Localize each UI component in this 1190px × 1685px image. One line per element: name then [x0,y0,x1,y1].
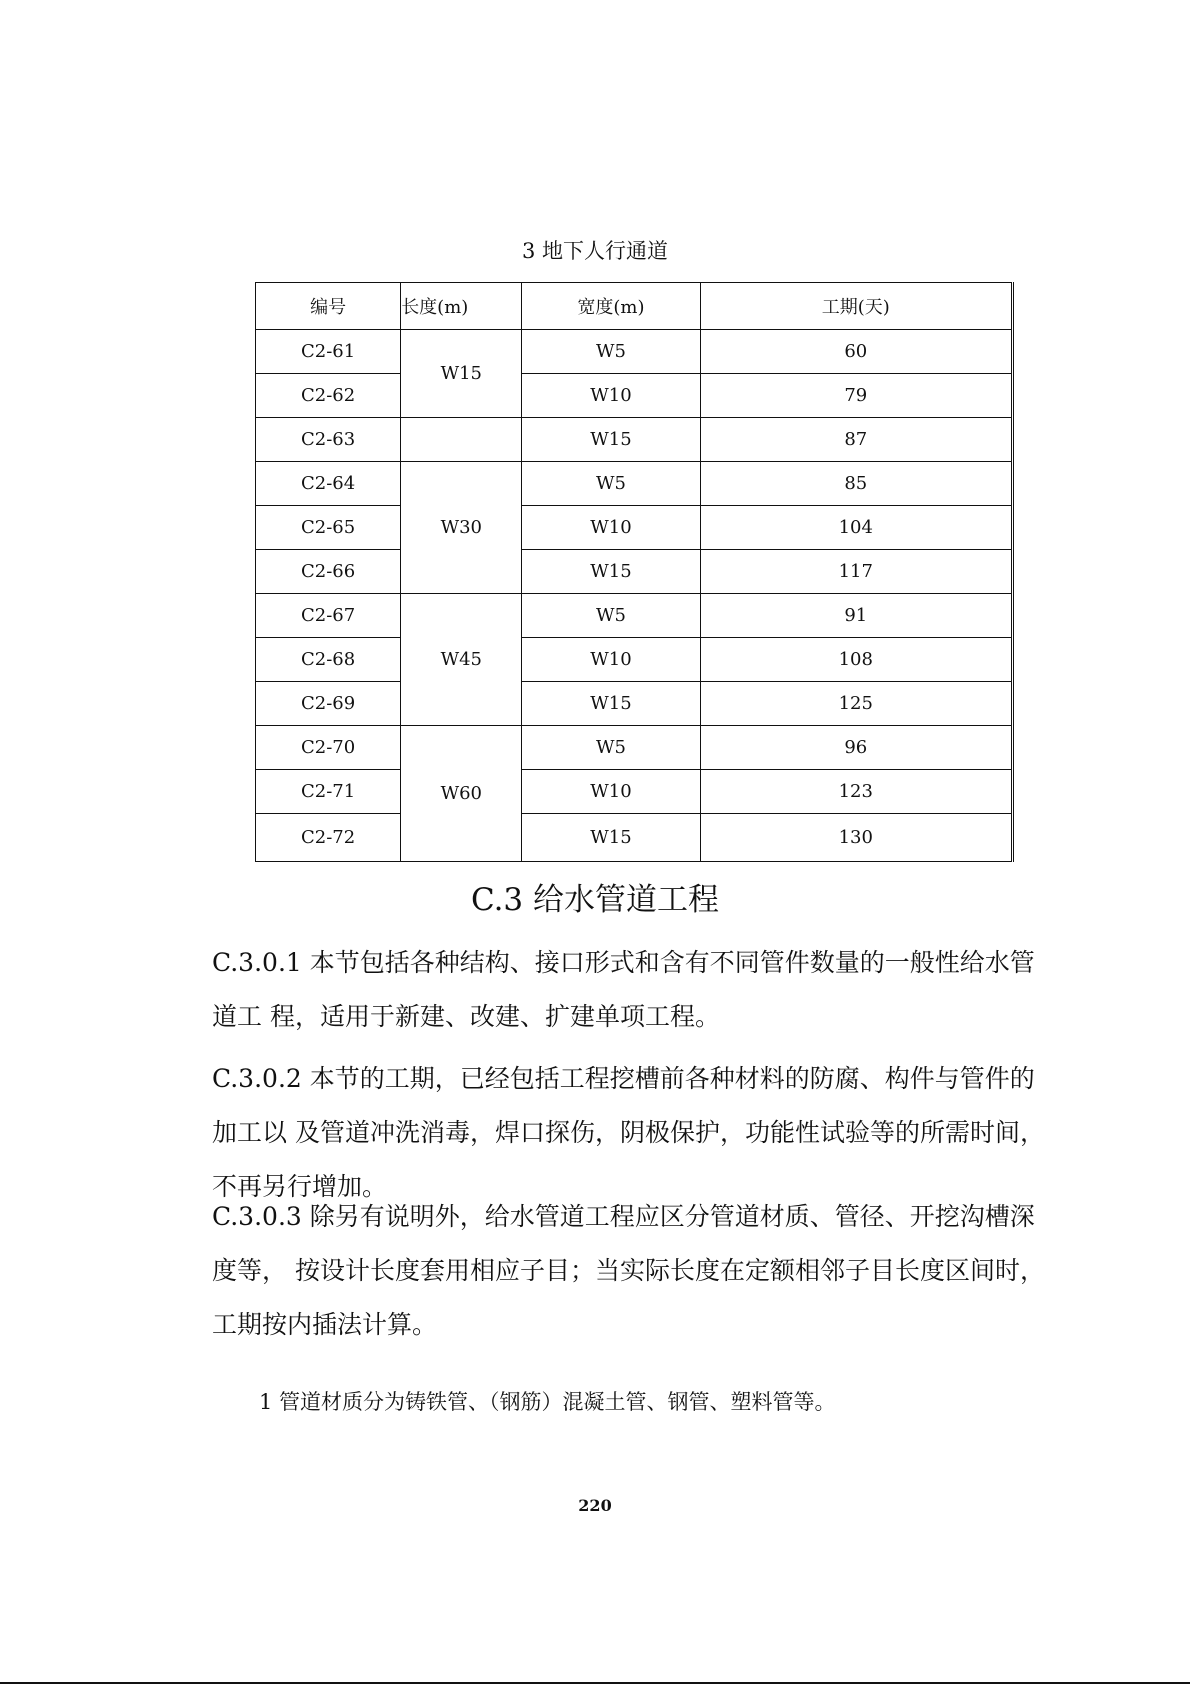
cell-duration: 125 [700,682,1012,726]
cell-code: C2-61 [256,330,401,374]
table-caption: 3 地下人行通道 [521,239,669,263]
cell-width: W15 [522,682,700,726]
table-row [256,726,1013,770]
cell-width: W15 [522,814,700,862]
cell-code: C2-68 [256,638,401,682]
clause-paragraph: C.3.0.3 除另有说明外，给水管道工程应区分管道材质、管径、开挖沟槽深度等， 按设计长度套用相应子目；当实际长度在定额相邻子目长度区间时，工期按内插法计算。 [212,1202,1045,1339]
cell-duration: 91 [700,594,1012,638]
cell-length: W45 [401,594,522,726]
table-row [256,418,1013,462]
bottom-rule [0,1682,1190,1684]
clause-paragraph: C.3.0.2 本节的工期，已经包括工程挖槽前各种材料的防腐、构件与管件的加工以 及管道冲洗消毒，焊口探伤，阴极保护，功能性试验等的所需时间，不再另行增加。 [212,1064,1045,1201]
cell-code: C2-72 [256,814,401,862]
cell-duration: 123 [700,770,1012,814]
cell-duration: 87 [700,418,1012,462]
cell-duration: 60 [700,330,1012,374]
cell-duration: 130 [700,814,1012,862]
cell-code: C2-69 [256,682,401,726]
cell-duration: 79 [700,374,1012,418]
cell-code: C2-65 [256,506,401,550]
cell-duration: 117 [700,550,1012,594]
table-row [256,594,1013,638]
clause-paragraph: C.3.0.1 本节包括各种结构、接口形式和含有不同管件数量的一般性给水管道工 程，适用于新建、改建、扩建单项工程。 [212,948,1035,1031]
duration-table [255,282,1014,862]
table-row [256,506,1013,550]
cell-length [401,418,522,462]
header-length: 长度(m) [401,283,522,330]
cell-code: C2-64 [256,462,401,506]
cell-width: W10 [522,374,700,418]
cell-width: W10 [522,506,700,550]
cell-duration: 104 [700,506,1012,550]
cell-code: C2-62 [256,374,401,418]
header-code: 编号 [256,283,401,330]
cell-code: C2-66 [256,550,401,594]
cell-width: W5 [522,726,700,770]
table-row [256,770,1013,814]
table-row [256,682,1013,726]
header-width: 宽度(m) [522,283,700,330]
cell-width: W10 [522,638,700,682]
cell-length: W30 [401,462,522,594]
table-header-row [256,283,1013,330]
cell-width: W15 [522,550,700,594]
cell-code: C2-63 [256,418,401,462]
cell-length: W60 [401,726,522,862]
cell-duration: 108 [700,638,1012,682]
cell-code: C2-70 [256,726,401,770]
cell-duration: 85 [700,462,1012,506]
cell-length: W15 [401,330,522,418]
section-heading: C.3 给水管道工程 [470,882,720,918]
page-number: 220 [578,1496,612,1515]
sub-item-paragraph: 1 管道材质分为铸铁管、（钢筋）混凝土管、钢管、塑料管等。 [259,1390,836,1414]
header-duration: 工期(天) [700,283,1012,330]
cell-width: W10 [522,770,700,814]
cell-width: W15 [522,418,700,462]
cell-duration: 96 [700,726,1012,770]
table-row [256,462,1013,506]
cell-code: C2-71 [256,770,401,814]
table-row [256,550,1013,594]
cell-width: W5 [522,330,700,374]
cell-code: C2-67 [256,594,401,638]
table-row [256,814,1013,862]
cell-width: W5 [522,594,700,638]
table-row [256,374,1013,418]
table-row [256,638,1013,682]
table-row [256,330,1013,374]
cell-width: W5 [522,462,700,506]
